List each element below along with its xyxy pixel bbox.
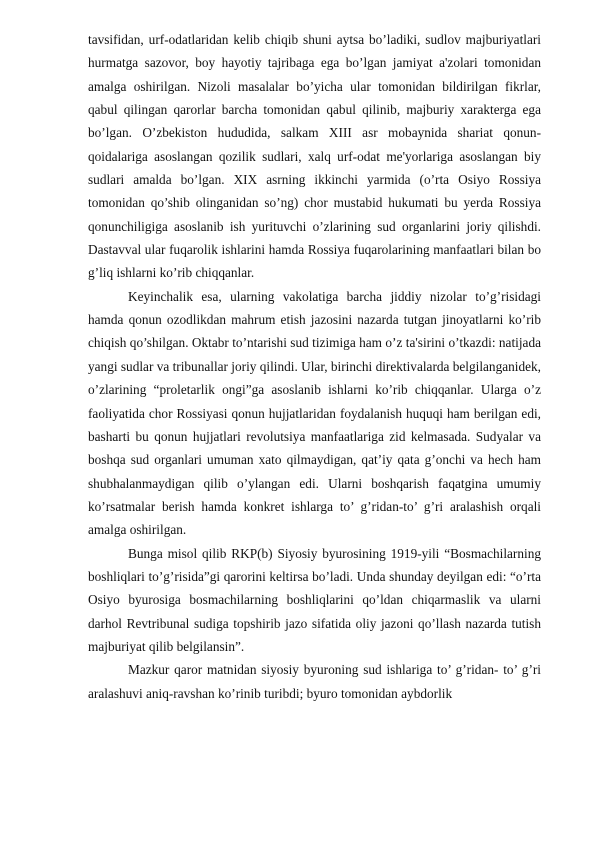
- paragraph-2: Keyinchalik esa, ularning vakolatiga barcha jiddiy nizolar to’g’risidagi hamda qonun ozodlikdan mahrum etish jazosini nazarda tutgan jinoyatlarni ko’rib chiqish qo’shilgan. Oktabr to’ntarishi sud tizimiga ham o’z ta'sirini o’tkazdi: natijada yangi sudlar va tribunallar joriy qilindi. Ular, birinchi direktivalarda belgilanganidek, o’zlarining “proletarlik ongi”ga asoslanib ishlarni ko’rib chiqqanlar. Ularga o’z faoliyatida chor Rossiyasi qonun hujjatlaridan foydalanish huquqi ham berilgan edi, basharti bu qonun hujjatlari revolutsiya manfaatlariga zid kelmasada. Sudyalar va boshqa sud organlari umuman xato qilmaydigan, qat’iy qata g’onchi va hech ham shubhalanmaydigan qilib o’ylangan edi. Ularni boshqarish faqatgina umumiy ko’rsatmalar berish hamda konkret ishlarga to’ g’ridan-to’ g’ri aralashish orqali amalga oshirilgan.: [88, 288, 541, 538]
- paragraph-3: Bunga misol qilib RKP(b) Siyosiy byurosining 1919-yili “Bosmachilarning boshliqlari to’g’risida”gi qarorini keltirsa bo’ladi. Unda shunday deyilgan edi: “o’rta Osiyo byurosiga bosmachilarning boshliqlarini qo’ldan chiqarmaslik va ularni darhol Revtribunal sudiga topshirib jazo sifatida oliy jazoni qo’llash nazarda tutish majburiyat qilib belgilansin”.: [88, 545, 541, 654]
- paragraph-1: tavsifidan, urf-odatlaridan kelib chiqib shuni aytsa bo’ladiki, sudlov majburiyatlari hurmatga sazovor, boy hayotiy tajribaga ega bo’lgan jamiyat a'zolari tomonidan amalga oshirilgan. Nizoli masalalar bo’yicha ular tomonidan bildirilgan fikrlar, qabul qilingan qarorlar barcha tomonidan qabul qilinib, majburiy xarakterga ega bo’lgan. O’zbekiston hududida, salkam XIII asr mobaynida shariat qonun-qoidalariga asoslangan qozilik sudlari, xalq urf-odat me'yorlariga asoslangan biy sudlari amalda bo’lgan. XIX asrning ikkinchi yarmida (o’rta Osiyo Rossiya tomonidan qo’shib olinganidan so’ng) chor mustabid hukumati bu yerda Rossiya qonunchiligiga asoslanib ish yurituvchi o’zlarining sud organlarini joriy qilishdi. Dastavval ular fuqarolik ishlarini hamda Rossiya fuqarolarining manfaatlari bilan bo g’liq ishlarni ko’rib chiqqanlar.: [88, 32, 541, 281]
- paragraph-4: Mazkur qaror matnidan siyosiy byuroning sud ishlariga to’ g’ridan- to’ g’ri aralashuvi aniq-ravshan ko’rinib turibdi; byuro tomonidan aybdorlik: [88, 662, 541, 701]
- body-text: [88, 28, 541, 705]
